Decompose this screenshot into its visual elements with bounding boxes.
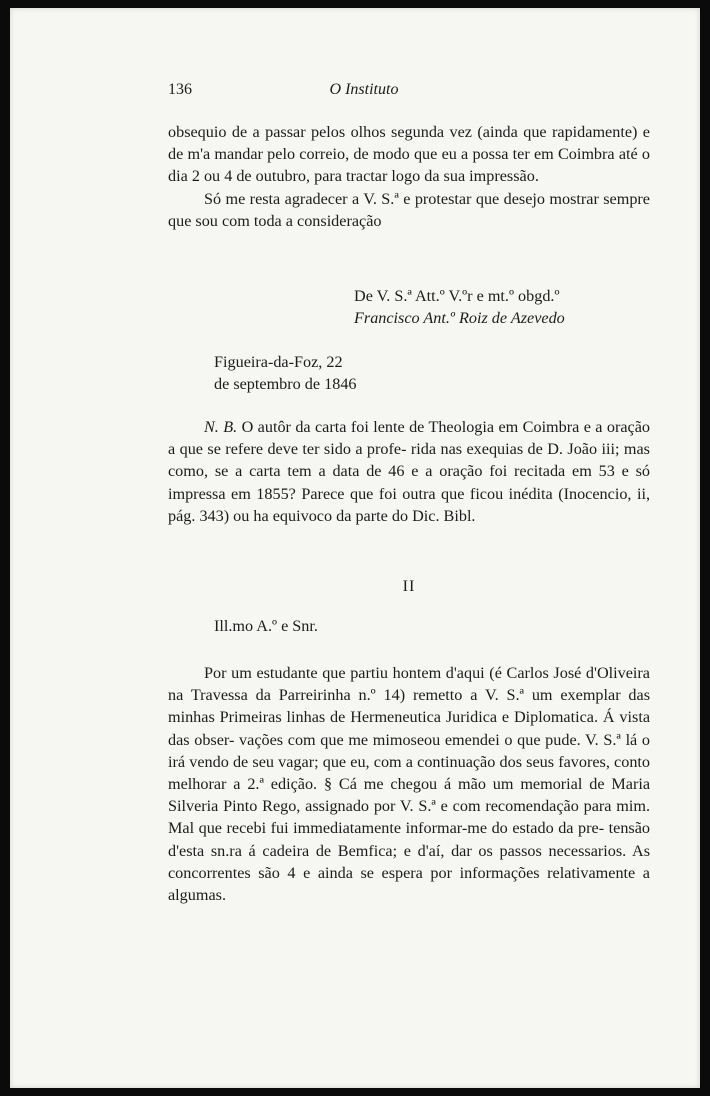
text-line: Hermeneutica Juridica e Diplomatica. Á vista das obser- bbox=[168, 708, 651, 749]
text-line: recebi fui immediatamente informar-me do estado da pre- bbox=[226, 819, 605, 838]
text-line: Coimbra e a oração a que se refere deve ter sido a profe- bbox=[168, 418, 651, 459]
text-line: assignado por V. S.ª e com recomendação para mim. Mal que bbox=[168, 797, 650, 838]
text-line: lá o irá vendo de seu vagar; que eu, com a continuação bbox=[168, 730, 651, 771]
text-line: obsequio de a passar pelos olhos segunda vez (ainda que bbox=[168, 123, 547, 141]
place-date-line2: de septembro de 1846 bbox=[214, 375, 357, 393]
place-date-line1: Figueira-da-Foz, 22 bbox=[214, 353, 343, 371]
running-title: O Instituto bbox=[329, 81, 399, 98]
page-header bbox=[168, 81, 560, 101]
signature-name: Francisco Ant.º Roiz de Azevedo bbox=[354, 309, 565, 327]
text-line: O autôr da carta foi lente de Theologia em bbox=[237, 418, 519, 436]
paragraph-2 bbox=[168, 188, 650, 232]
page-number: 136 bbox=[168, 81, 192, 98]
text-line: rida nas exequias de D. João iii; mas como, se a carta tem bbox=[168, 440, 650, 481]
text-line: em 1855? Parece que foi outra que ficou inédita (Inocencio, bbox=[231, 484, 632, 503]
text-line: vações com que me mimoseou emendei o que pude. V. S.ª bbox=[239, 730, 621, 749]
text-line: necessarios. As concorrentes são 4 e ainda se espera por bbox=[168, 841, 651, 882]
letter2-paragraph bbox=[168, 662, 650, 906]
book-page bbox=[10, 8, 700, 1088]
text-line: a data de 46 e a oração foi recitada em 53 e só impressa bbox=[168, 462, 651, 503]
signature-closing: De V. S.ª Att.º V.ºr e mt.º obgd.º bbox=[354, 287, 560, 305]
editor-note bbox=[168, 416, 650, 527]
text-line: para tractar logo da sua impressão. bbox=[314, 167, 539, 186]
letter2-body bbox=[168, 662, 650, 906]
paragraph-1 bbox=[168, 121, 650, 188]
text-line: rapidamente) e de m'a mandar pelo correio, de modo que bbox=[168, 123, 650, 164]
text-line: mostrar sempre que sou com toda a consideração bbox=[168, 189, 650, 230]
text-line: Só me resta agradecer a V. S.ª e protestar que desejo bbox=[204, 189, 545, 208]
text-line: tensão d'esta sn.ra á cadeira de Bemfica; e d'aí, dar os passos bbox=[168, 819, 651, 860]
note-label: N. B. bbox=[204, 418, 238, 436]
text-line: informações relativamente a algumas. bbox=[168, 863, 650, 905]
letter1-body bbox=[168, 121, 650, 232]
text-line: José d'Oliveira na Travessa da Parreirinha n.º 14) remetto bbox=[168, 664, 650, 705]
text-line: chegou á mão um memorial de Maria Silveria Pinto Rego, bbox=[168, 775, 651, 816]
text-line: eu a possa ter em Coimbra até o dia 2 ou 4 de outubro, bbox=[168, 145, 650, 186]
text-line: a V. S.ª um exemplar das minhas Primeiras linhas de bbox=[168, 686, 651, 727]
salutation: Ill.mo A.º e Snr. bbox=[214, 617, 318, 635]
text-line: ii, pág. 343) ou ha equivoco da parte do Dic. Bibl. bbox=[168, 484, 651, 525]
text-line: dos seus favores, conto melhorar a 2.ª edição. § Cá me bbox=[168, 752, 651, 794]
text-line: Por um estudante que partiu hontem d'aqui (é Carlos bbox=[204, 664, 549, 682]
section-numeral: II bbox=[402, 577, 416, 595]
